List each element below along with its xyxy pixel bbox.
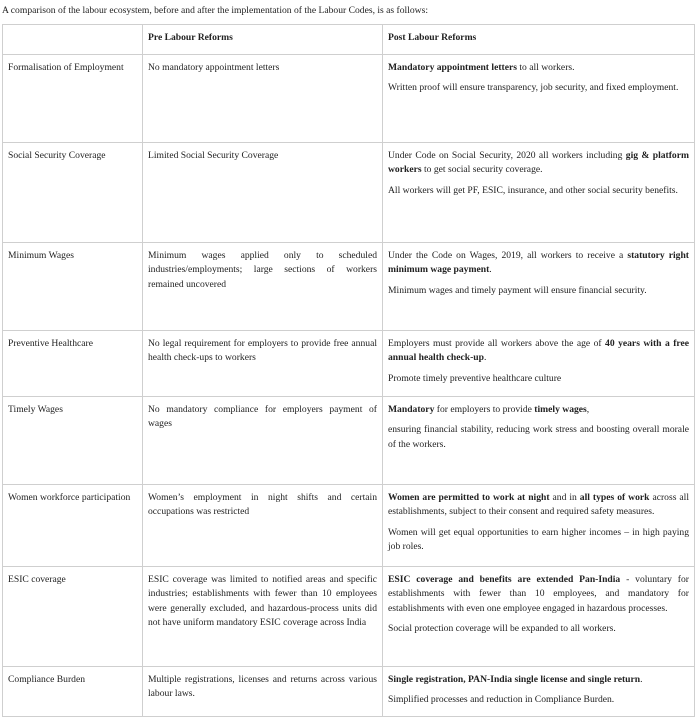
post-reform-paragraph <box>388 81 689 95</box>
body-text: ensuring financial stability, reducing work stress and boosting overall morale of the workers. <box>388 424 689 450</box>
post-reform-paragraph <box>388 403 689 417</box>
area-cell: Formalisation of Employment <box>3 55 143 143</box>
post-reform-cell <box>383 485 695 567</box>
post-reform-cell <box>383 331 695 397</box>
post-reform-cell <box>383 567 695 667</box>
body-text: Under Code on Social Security, 2020 all workers including <box>388 150 626 161</box>
body-text: Simplified processes and reduction in Compliance Burden. <box>388 694 615 706</box>
emphasis-text: timely wages <box>534 404 587 415</box>
post-reform-cell <box>383 397 695 485</box>
table-row <box>3 397 695 485</box>
emphasis-text: 40 years with a free annual health check-up <box>388 338 689 364</box>
pre-reform-cell: ESIC coverage was limited to notified areas and specific industries; establishments with fewer than 10 employees were generally excluded, and hazardous-process units did not have uniform mandatory ESIC coverage across India <box>143 567 383 667</box>
header-cell-post: Post Labour Reforms <box>383 25 695 55</box>
body-text: . <box>483 352 487 364</box>
body-text: . <box>640 674 643 685</box>
body-text: Promote timely preventive healthcare culture <box>388 372 562 384</box>
area-cell: Preventive Healthcare <box>3 331 143 397</box>
body-text: , <box>586 404 590 415</box>
post-reform-paragraph <box>388 284 689 298</box>
post-reform-paragraph <box>388 491 689 520</box>
table-row <box>3 143 695 243</box>
emphasis-text: Women are permitted to work at night <box>388 492 550 503</box>
body-text: Employers must provide all workers above the age of <box>388 338 606 349</box>
body-text: and in <box>549 492 580 503</box>
area-cell: Compliance Burden <box>3 667 143 717</box>
post-reform-paragraph <box>388 372 689 386</box>
body-text: Written proof will ensure transparency, job security, and fixed employment. <box>388 82 679 94</box>
body-text: Minimum wages and timely payment will ensure financial security. <box>388 284 647 296</box>
area-cell: ESIC coverage <box>3 567 143 667</box>
post-reform-paragraph <box>388 526 689 555</box>
area-cell: Women workforce participation <box>3 485 143 567</box>
pre-reform-cell: Women’s employment in night shifts and certain occupations was restricted <box>143 485 383 567</box>
body-text: Under the Code on Wages, 2019, all workers to receive a <box>388 250 628 261</box>
area-cell: Timely Wages <box>3 397 143 485</box>
emphasis-text: Single registration, PAN-India single license and single return <box>388 674 641 685</box>
body-text: . <box>489 264 492 276</box>
pre-reform-cell: Minimum wages applied only to scheduled industries/employments; large sections of workers remained uncovered <box>143 243 383 331</box>
emphasis-text: all types of work <box>579 492 650 503</box>
pre-reform-cell: No mandatory appointment letters <box>143 55 383 143</box>
table-row <box>3 667 695 717</box>
body-text: Women will get equal opportunities to earn higher incomes – in high paying job roles. <box>388 526 689 553</box>
body-text: across all establishments, subject to their consent and required safety measures. <box>388 492 689 518</box>
body-text: to get social security coverage. <box>421 164 543 176</box>
post-reform-paragraph <box>388 573 689 616</box>
emphasis-text: gig & platform workers <box>388 150 689 176</box>
post-reform-paragraph <box>388 673 689 687</box>
area-cell: Social Security Coverage <box>3 143 143 243</box>
emphasis-text: Mandatory <box>388 404 435 415</box>
body-text: All workers will get PF, ESIC, insurance, and other social security benefits. <box>388 184 678 196</box>
post-reform-paragraph <box>388 149 689 178</box>
post-reform-paragraph <box>388 693 689 707</box>
comparison-table <box>2 24 695 717</box>
post-reform-cell <box>383 667 695 717</box>
emphasis-text: ESIC coverage and benefits are extended Pan-India <box>388 574 621 585</box>
post-reform-paragraph <box>388 337 689 366</box>
post-reform-paragraph <box>388 622 689 636</box>
body-text: for employers to provide <box>434 404 535 415</box>
post-reform-paragraph <box>388 423 689 452</box>
post-reform-cell <box>383 243 695 331</box>
table-row <box>3 55 695 143</box>
post-reform-cell <box>383 55 695 143</box>
emphasis-text: Mandatory appointment letters <box>388 62 517 73</box>
table-body <box>3 55 695 717</box>
body-text: Social protection coverage will be expanded to all workers. <box>388 623 616 635</box>
pre-reform-cell: No legal requirement for employers to provide free annual health check-ups to workers <box>143 331 383 397</box>
table-row <box>3 243 695 331</box>
body-text: to all workers. <box>516 62 575 73</box>
pre-reform-cell: Limited Social Security Coverage <box>143 143 383 243</box>
post-reform-paragraph <box>388 249 689 278</box>
post-reform-paragraph <box>388 61 689 75</box>
emphasis-text: statutory right minimum wage payment <box>388 250 689 276</box>
body-text: - voluntary for establishments with fewer than 10 employees, and mandatory for establishments with even one employee engaged in hazardous processes. <box>388 574 689 614</box>
pre-reform-cell: Multiple registrations, licenses and returns across various labour laws. <box>143 667 383 717</box>
area-cell: Minimum Wages <box>3 243 143 331</box>
table-row <box>3 331 695 397</box>
table-row <box>3 567 695 667</box>
table-row <box>3 485 695 567</box>
post-reform-cell <box>383 143 695 243</box>
header-cell-pre: Pre Labour Reforms <box>143 25 383 55</box>
post-reform-paragraph <box>388 184 689 198</box>
pre-reform-cell: No mandatory compliance for employers payment of wages <box>143 397 383 485</box>
header-row <box>3 25 695 55</box>
header-cell-area <box>3 25 143 55</box>
intro-text: A comparison of the labour ecosystem, before and after the implementation of the Labour Codes, is as follows: <box>2 5 429 16</box>
